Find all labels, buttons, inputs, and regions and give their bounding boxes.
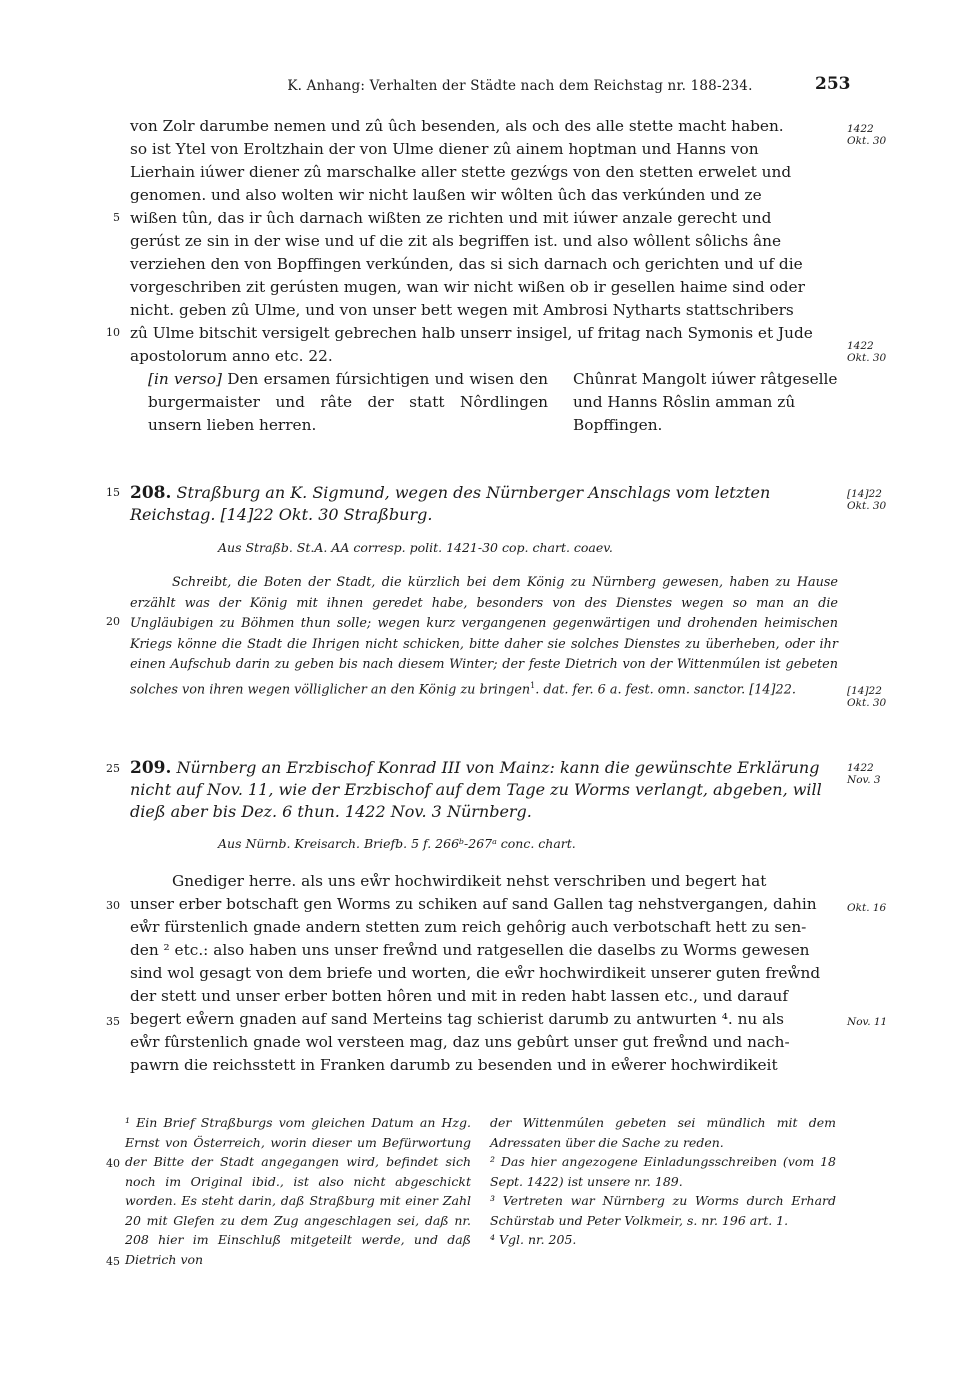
text-line: zû Ulme bitschit versigelt gebrechen halb unserr insigel, uf fritag nach Symonis et Jude bbox=[130, 324, 813, 342]
page-number: 253 bbox=[815, 74, 851, 94]
doc-208-heading bbox=[130, 482, 835, 526]
footnotes-left bbox=[125, 1113, 471, 1269]
summary-end: . dat. fer. 6 a. fest. omn. sanctor. [14]22. bbox=[535, 681, 796, 697]
text-line: gerúst ze sin in der wise und uf die zit als begriffen ist. und also wôllent sôlichs âne bbox=[130, 232, 782, 250]
line-number: 30 bbox=[106, 899, 120, 912]
doc-209-source: Aus Nürnb. Kreisarch. Briefb. 5 f. 266ᵇ-267ᵃ conc. chart. bbox=[218, 836, 576, 851]
text-line: Lierhain iúwer diener zû marschalke aller stette gezẃgs von den stetten erwelet und bbox=[130, 163, 792, 181]
text-line: begert eẘern gnaden auf sand Merteins tag schierist darumb zu antwurten ⁴. nu als bbox=[130, 1010, 785, 1028]
text-line: von Zolr darumbe nemen und zû ûch besenden, als och des alle stette macht haben. bbox=[130, 117, 784, 135]
doc-title: Straßburg an K. Sigmund, wegen des Nürnberger Anschlags vom letzten Reichstag. [14]22 Okt. 30 Straßburg. bbox=[130, 483, 771, 524]
line-number: 15 bbox=[106, 486, 120, 499]
margin-date: [14]22 Okt. 30 bbox=[847, 488, 887, 512]
footnotes-right bbox=[490, 1113, 836, 1250]
continuation-text bbox=[130, 115, 840, 368]
doc-number: 208. bbox=[130, 483, 172, 503]
text-line: den ² etc.: also haben uns unser freẘnd und ratgesellen die daselbs zu Worms gewesen bbox=[130, 941, 810, 959]
line-number: 20 bbox=[106, 615, 120, 628]
footnote-ref: 1 bbox=[530, 680, 536, 690]
doc-number: 209. bbox=[130, 758, 172, 778]
address-sender: Chûnrat Mangolt iúwer râtgeselle und Hanns Rôslin amman zû Bopffingen. bbox=[573, 370, 838, 434]
text-line: Gnediger herre. als uns eẘr hochwirdikeit nehst verschriben und begert hat bbox=[172, 872, 767, 890]
line-number: 45 bbox=[106, 1255, 120, 1268]
margin-date: 1422 Okt. 30 bbox=[847, 123, 887, 147]
text-line: sind wol gesagt von dem briefe und worten, die eẘr hochwirdikeit unserer guten freẘnd bbox=[130, 964, 821, 982]
line-number: 35 bbox=[106, 1015, 120, 1028]
text-line: nicht. geben zû Ulme, und von unser bett wegen mit Ambrosi Nytharts stattschribers bbox=[130, 301, 794, 319]
address-prefix: [in verso] bbox=[148, 370, 222, 388]
doc-title: Nürnberg an Erzbischof Konrad III von Mainz: kann die gewünschte Erklärung nicht auf Nov. 11, wie der Erzbischof auf dem Tage zu Worms verlangt, abgeben, will dieß aber bis Dez. 6 thun. 1422 Nov. 3 Nürnberg. bbox=[130, 758, 822, 821]
text-line: genomen. und also wolten wir nicht laußen wir wôlten ûch das verkúnden und ze bbox=[130, 186, 762, 204]
text-line: unser erber botschaft gen Worms zu schiken auf sand Gallen tag nehstvergangen, dahin bbox=[130, 895, 817, 913]
footnote-4: ⁴ Vgl. nr. 205. bbox=[490, 1232, 577, 1247]
text-line: eẘr fürstenlich gnade andern stetten zum reich gehôrig auch verbotschaft hett zu sen- bbox=[130, 918, 807, 936]
text-line: eẘr fûrstenlich gnade wol versteen mag, daz uns gebûrt unser gut freẘnd und nach- bbox=[130, 1033, 790, 1051]
text-line: verziehen den von Bopffingen verkúnden, das si sich darnach och gerichten und uf die bbox=[130, 255, 803, 273]
running-header: K. Anhang: Verhalten der Städte nach dem Reichstag nr. 188-234. bbox=[287, 78, 753, 94]
text-line: pawrn die reichsstett in Franken darumb zu besenden und in eẘerer hochwirdikeit bbox=[130, 1056, 778, 1074]
footnote-2: ² Das hier angezogene Einladungsschreiben (vom 18 Sept. 1422) ist unsere nr. 189. bbox=[490, 1154, 836, 1189]
text-line: der stett und unser erber botten hôren und mit in reden habt lassen etc., und darauf bbox=[130, 987, 789, 1005]
text-line: apostolorum anno etc. 22. bbox=[130, 347, 333, 365]
margin-date: [14]22 Okt. 30 bbox=[847, 685, 887, 709]
text-line: vorgeschriben zit gerústen mugen, wan wir nicht wißen ob ir gesellen haime sind oder bbox=[130, 278, 805, 296]
doc-209-text bbox=[130, 870, 840, 1077]
text-line: so ist Ytel von Eroltzhain der von Ulme diener zû ainem hoptman und Hanns von bbox=[130, 140, 759, 158]
address-recipient bbox=[148, 368, 548, 437]
margin-date: 1422 Nov. 3 bbox=[847, 762, 881, 786]
footnote-1: ¹ Ein Brief Straßburgs vom gleichen Datum an Hzg. Ernst von Österreich, worin dieser um Befürwortung der Bitte der Stadt angegangen wird, befindet sich noch im Original ibid., ist also nicht abgeschickt worden. Es steht darin, daß Straßburg mit einer Zahl 20 mit Glefen zu dem Zug angeschlagen sei, daß nr. 208 hier im Einschluß mitgeteilt werde, und daß Dietrich von bbox=[125, 1115, 471, 1267]
margin-date: Nov. 11 bbox=[847, 1016, 888, 1028]
address-text: Den ersamen fúrsichtigen und wisen den burgermaister und râte der statt Nôrdlingen unsern lieben herren. bbox=[148, 370, 549, 434]
margin-date: Okt. 16 bbox=[847, 902, 887, 914]
footnote-1-cont: der Wittenmúlen gebeten sei mündlich mit dem Adressaten über die Sache zu reden. bbox=[490, 1115, 836, 1150]
line-number: 25 bbox=[106, 762, 120, 775]
line-number: 40 bbox=[106, 1157, 120, 1170]
footnote-3: ³ Vertreten war Nürnberg zu Worms durch Erhard Schürstab und Peter Volkmeir, s. nr. 196 art. 1. bbox=[490, 1193, 836, 1228]
summary-text: Schreibt, die Boten der Stadt, die kürzlich bei dem König zu Nürnberg gewesen, haben zu Hause erzählt was der König mit ihnen geredet habe, besonders von des Dienstes wegen so man an die Ungläubigen zu Böhmen thun solle; wegen kurz vergangenen gegenwärtigen und drohenden heimischen Kriegs könne die Stadt die Ihrigen nicht schicken, bitte daher sie solches Dienstes zu überheben, oder ihr einen Aufschub darin zu geben bis nach diesem Winter; der feste Dietrich von der Wittenmúlen ist gebeten solches von ihren wegen völliglicher an den König zu bringen bbox=[130, 575, 838, 697]
text-line: wißen tûn, das ir ûch darnach wißten ze richten und mit iúwer anzale gerecht und bbox=[130, 209, 772, 227]
doc-208-summary bbox=[130, 573, 838, 700]
line-number: 5 bbox=[113, 211, 120, 224]
doc-208-source: Aus Straßb. St.A. AA corresp. polit. 1421-30 cop. chart. coaev. bbox=[218, 540, 613, 555]
margin-date: 1422 Okt. 30 bbox=[847, 340, 887, 364]
line-number: 10 bbox=[106, 326, 120, 339]
doc-209-heading bbox=[130, 757, 835, 823]
